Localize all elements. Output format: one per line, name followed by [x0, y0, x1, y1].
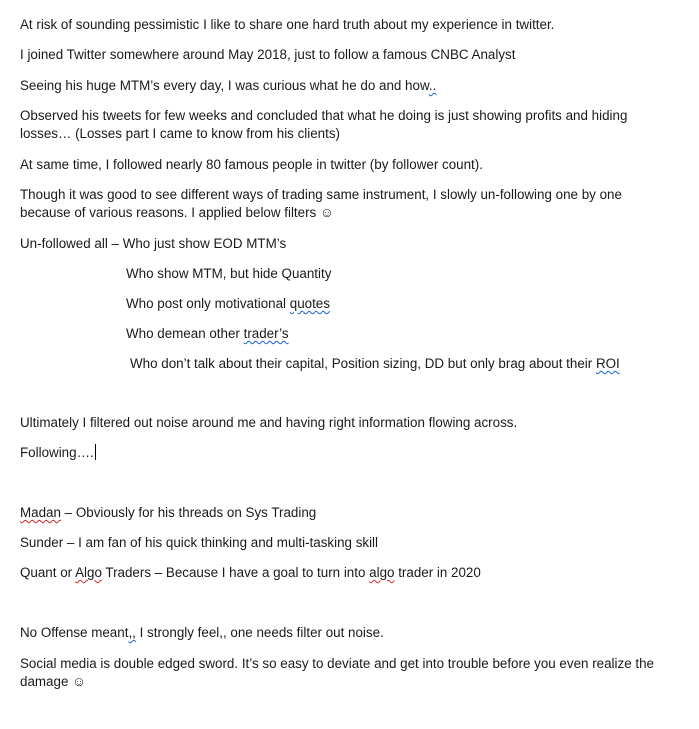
follow-item-1	[20, 504, 316, 522]
filter-item-2	[126, 295, 330, 313]
grammar-mark[interactable]: ,,	[128, 625, 136, 640]
paragraph-9-text-a: No Offense meant	[20, 625, 129, 640]
paragraph-3	[20, 77, 436, 95]
paragraph-4: Observed his tweets for few weeks and concluded that what he doing is just showing profits and hiding losses… (Losses part I came to know from his clients)	[20, 108, 628, 141]
paragraph-9	[20, 624, 384, 642]
filter-item-1: Who show MTM, but hide Quantity	[126, 266, 332, 281]
paragraph-6: Though it was good to see different ways of trading same instrument, I slowly un-following one by one because of various reasons. I applied below filters ☺	[20, 187, 622, 220]
spelling-mark[interactable]: algo	[369, 565, 395, 580]
filters-intro: Un-followed all – Who just show EOD MTM’s	[20, 236, 287, 251]
filter-item-4-text: Who don’t talk about their capital, Position sizing, DD but only brag about their	[130, 356, 596, 371]
paragraph-10: Social media is double edged sword. It’s so easy to deviate and get into trouble before you even realize the damage ☺	[20, 656, 654, 689]
spelling-mark[interactable]: Madan	[20, 505, 61, 520]
filter-item-4	[130, 355, 620, 373]
follow-item-3	[20, 564, 481, 582]
paragraph-8	[20, 444, 96, 462]
grammar-mark[interactable]: trader’s	[243, 326, 289, 341]
follow-item-1-text: – Obviously for his threads on Sys Trading	[60, 505, 317, 520]
grammar-mark[interactable]: ..	[428, 78, 437, 93]
follow-item-3-text-c: trader in 2020	[394, 565, 481, 580]
filter-item-3	[126, 325, 289, 343]
paragraph-7: Ultimately I filtered out noise around me and having right information flowing across.	[20, 415, 518, 430]
grammar-mark[interactable]: quotes	[289, 296, 330, 311]
paragraph-8-text: Following….	[20, 445, 94, 460]
text-cursor	[95, 444, 96, 460]
follow-item-3-text-b: Traders – Because I have a goal to turn into	[101, 565, 370, 580]
follow-item-3-text-a: Quant or	[20, 565, 76, 580]
spelling-mark[interactable]: Algo	[75, 565, 102, 580]
follow-item-2: Sunder – I am fan of his quick thinking and multi-tasking skill	[20, 535, 379, 550]
filter-item-2-text: Who post only motivational	[126, 296, 290, 311]
paragraph-2: I joined Twitter somewhere around May 2018, just to follow a famous CNBC Analyst	[20, 47, 516, 62]
paragraph-1: At risk of sounding pessimistic I like to share one hard truth about my experience in twitter.	[20, 17, 555, 32]
paragraph-5: At same time, I followed nearly 80 famous people in twitter (by follower count).	[20, 157, 483, 172]
paragraph-9-text-b: I strongly feel,, one needs filter out noise.	[135, 625, 384, 640]
grammar-mark[interactable]: ROI	[595, 356, 620, 371]
paragraph-3-text: Seeing his huge MTM’s every day, I was curious what he do and how	[20, 78, 429, 93]
filter-item-3-text: Who demean other	[126, 326, 244, 341]
